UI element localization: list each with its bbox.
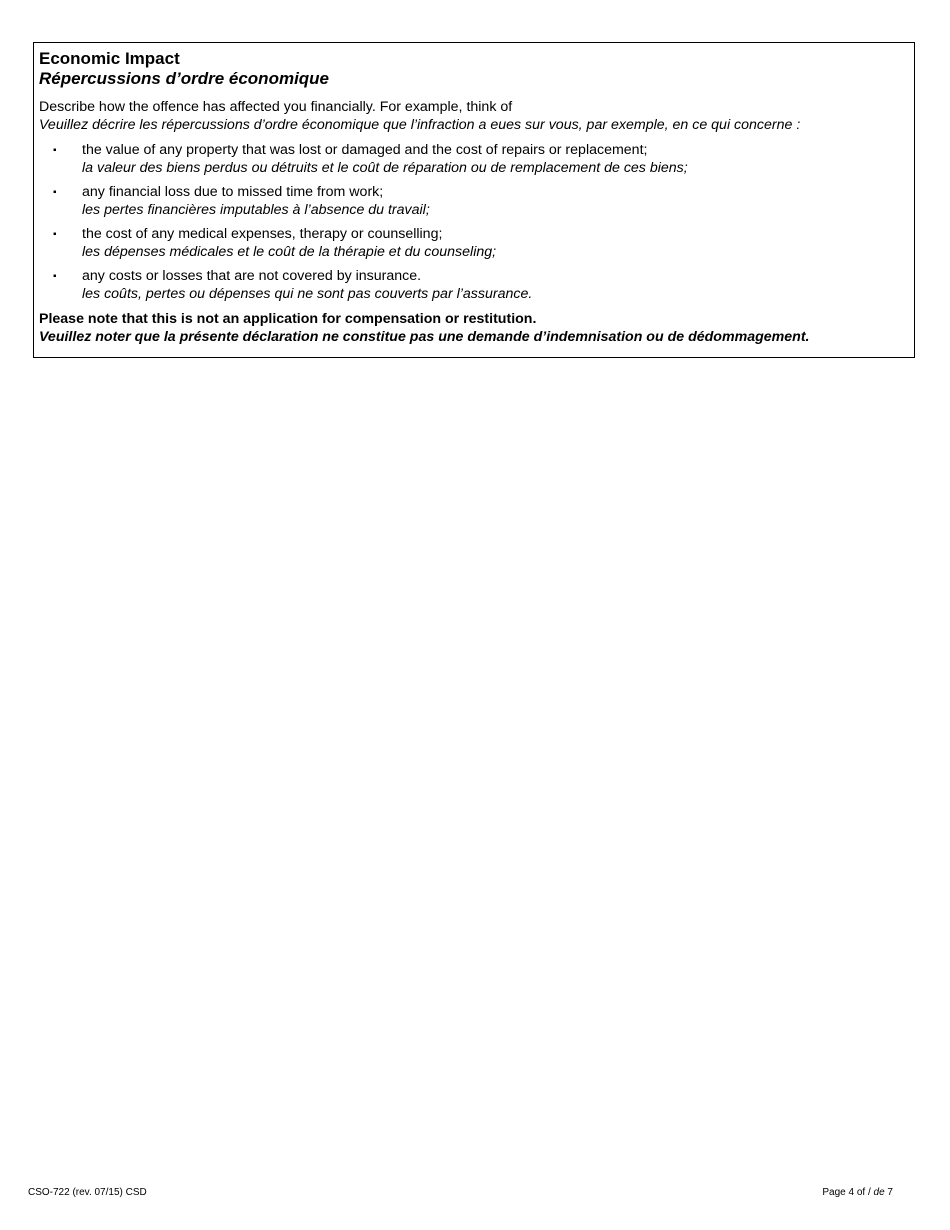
page-number-total: 7 xyxy=(884,1187,893,1198)
list-item-text xyxy=(82,268,909,303)
instructions xyxy=(39,98,909,134)
section-title-french: Répercussions d’ordre économique xyxy=(39,69,330,88)
list-item xyxy=(39,142,909,177)
form-identifier: CSO-722 (rev. 07/15) CSD xyxy=(28,1187,147,1198)
note-french: Veuillez noter que la présente déclaration ne constitue pas une demande d’indemnisation ou de dédommagement. xyxy=(39,329,810,345)
list-item-english: any costs or losses that are not covered by insurance. xyxy=(82,268,422,284)
bullet-icon: ▪ xyxy=(53,145,57,156)
list-item xyxy=(39,268,909,303)
economic-impact-section xyxy=(33,42,915,358)
list-item-text xyxy=(82,142,909,177)
bullet-icon: ▪ xyxy=(53,271,57,282)
list-item-text xyxy=(82,226,909,261)
note-english: Please note that this is not an application for compensation or restitution. xyxy=(39,311,537,327)
section-title-english: Economic Impact xyxy=(39,49,180,68)
list-item-french: les dépenses médicales et le coût de la thérapie et du counseling; xyxy=(82,243,497,260)
instructions-french: Veuillez décrire les répercussions d’ordre économique que l’infraction a eues sur vous, par exemple, en ce qui concerne : xyxy=(39,117,801,133)
page-number xyxy=(822,1187,893,1199)
instructions-english: Describe how the offence has affected you financially. For example, think of xyxy=(39,99,513,115)
list-item-french: les pertes financières imputables à l’absence du travail; xyxy=(82,201,430,218)
list-item-french: les coûts, pertes ou dépenses qui ne sont pas couverts par l’assurance. xyxy=(82,285,533,302)
page-number-prefix: Page 4 of / xyxy=(822,1187,874,1198)
bullet-icon: ▪ xyxy=(53,229,57,240)
list-item-french: la valeur des biens perdus ou détruits et le coût de réparation ou de remplacement de ces biens; xyxy=(82,159,688,176)
list-item xyxy=(39,184,909,219)
page-number-french: de xyxy=(873,1187,885,1198)
list-item xyxy=(39,226,909,261)
list-item-text xyxy=(82,184,909,219)
important-note xyxy=(39,310,909,346)
impact-examples-list xyxy=(39,142,909,303)
list-item-english: the cost of any medical expenses, therapy or counselling; xyxy=(82,226,443,242)
bullet-icon: ▪ xyxy=(53,187,57,198)
list-item-english: the value of any property that was lost or damaged and the cost of repairs or replacement; xyxy=(82,142,648,158)
list-item-english: any financial loss due to missed time from work; xyxy=(82,184,384,200)
